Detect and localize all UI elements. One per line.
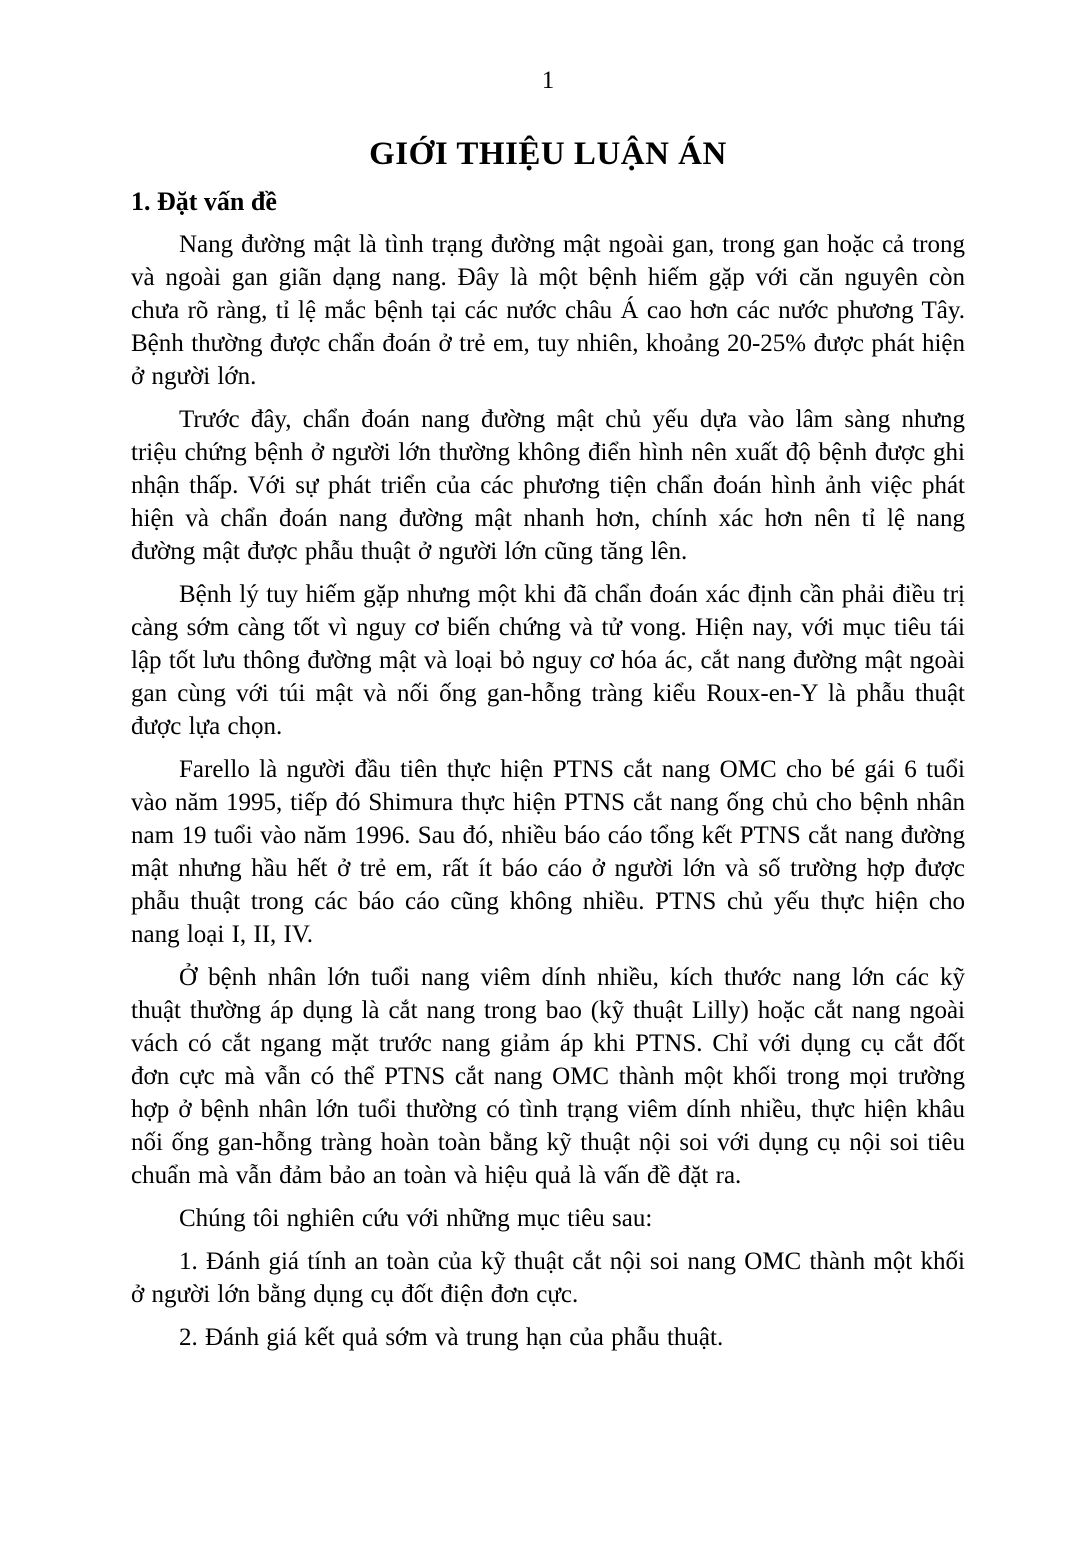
paragraph-adult-technique: Ở bệnh nhân lớn tuổi nang viêm dính nhiều, kích thước nang lớn các kỹ thuật thường áp dụng là cắt nang trong bao (kỹ thuật Lilly) hoặc cắt nang ngoài vách có cắt ngang mặt trước nang giảm áp khi PTNS. Chỉ với dụng cụ cắt đốt đơn cực mà vẫn có thể PTNS cắt nang OMC thành một khối trong mọi trường hợp ở bệnh nhân lớn tuổi thường có tình trạng viêm dính nhiều, thực hiện khâu nối ống gan-hỗng tràng hoàn toàn bằng kỹ thuật nội soi với dụng cụ nội soi tiêu chuẩn mà vẫn đảm bảo an toàn và hiệu quả là vấn đề đặt ra. <box>131 964 965 1189</box>
paragraph-diagnosis-history: Trước đây, chẩn đoán nang đường mật chủ yếu dựa vào lâm sàng nhưng triệu chứng bệnh ở người lớn thường không điển hình nên xuất độ bệnh được ghi nhận thấp. Với sự phát triển của các phương tiện chẩn đoán hình ảnh việc phát hiện và chẩn đoán nang đường mật nhanh hơn, chính xác hơn nên tỉ lệ nang đường mật được phẫu thuật ở người lớn cũng tăng lên. <box>131 406 965 565</box>
page-number: 1 <box>541 67 555 94</box>
paragraph-objective-2: 2. Đánh giá kết quả sớm và trung hạn của phẫu thuật. <box>179 1324 724 1351</box>
paragraph-laparoscopy-history: Farello là người đầu tiên thực hiện PTNS cắt nang OMC cho bé gái 6 tuổi vào năm 1995, tiếp đó Shimura thực hiện PTNS cắt nang ống chủ cho bệnh nhân nam 19 tuổi vào năm 1996. Sau đó, nhiều báo cáo tổng kết PTNS cắt nang đường mật nhưng hầu hết ở trẻ em, rất ít báo cáo ở người lớn và số trường hợp được phẫu thuật trong các báo cáo cũng không nhiều. PTNS chủ yếu thực hiện cho nang loại I, II, IV. <box>131 756 965 948</box>
paragraph-objective-1: 1. Đánh giá tính an toàn của kỹ thuật cắt nội soi nang OMC thành một khối ở người lớn bằng dụng cụ đốt điện đơn cực. <box>131 1248 965 1308</box>
section-heading: 1. Đặt vấn đề <box>131 187 277 216</box>
paragraph-study-objectives-lead: Chúng tôi nghiên cứu với những mục tiêu sau: <box>179 1205 653 1232</box>
paragraph-treatment-rationale: Bệnh lý tuy hiếm gặp nhưng một khi đã chẩn đoán xác định cần phải điều trị càng sớm càng tốt vì nguy cơ biến chứng và tử vong. Hiện nay, với mục tiêu tái lập tốt lưu thông đường mật và loại bỏ nguy cơ hóa ác, cắt nang đường mật ngoài gan cùng với túi mật và nối ống gan-hỗng tràng kiểu Roux-en-Y là phẫu thuật được lựa chọn. <box>131 581 965 740</box>
paragraph-intro-disease: Nang đường mật là tình trạng đường mật ngoài gan, trong gan hoặc cả trong và ngoài gan giãn dạng nang. Đây là một bệnh hiếm gặp với căn nguyên còn chưa rõ ràng, tỉ lệ mắc bệnh tại các nước châu Á cao hơn các nước phương Tây. Bệnh thường được chẩn đoán ở trẻ em, tuy nhiên, khoảng 20-25% được phát hiện ở người lớn. <box>131 231 965 390</box>
document-title: GIỚI THIỆU LUẬN ÁN <box>369 136 727 172</box>
